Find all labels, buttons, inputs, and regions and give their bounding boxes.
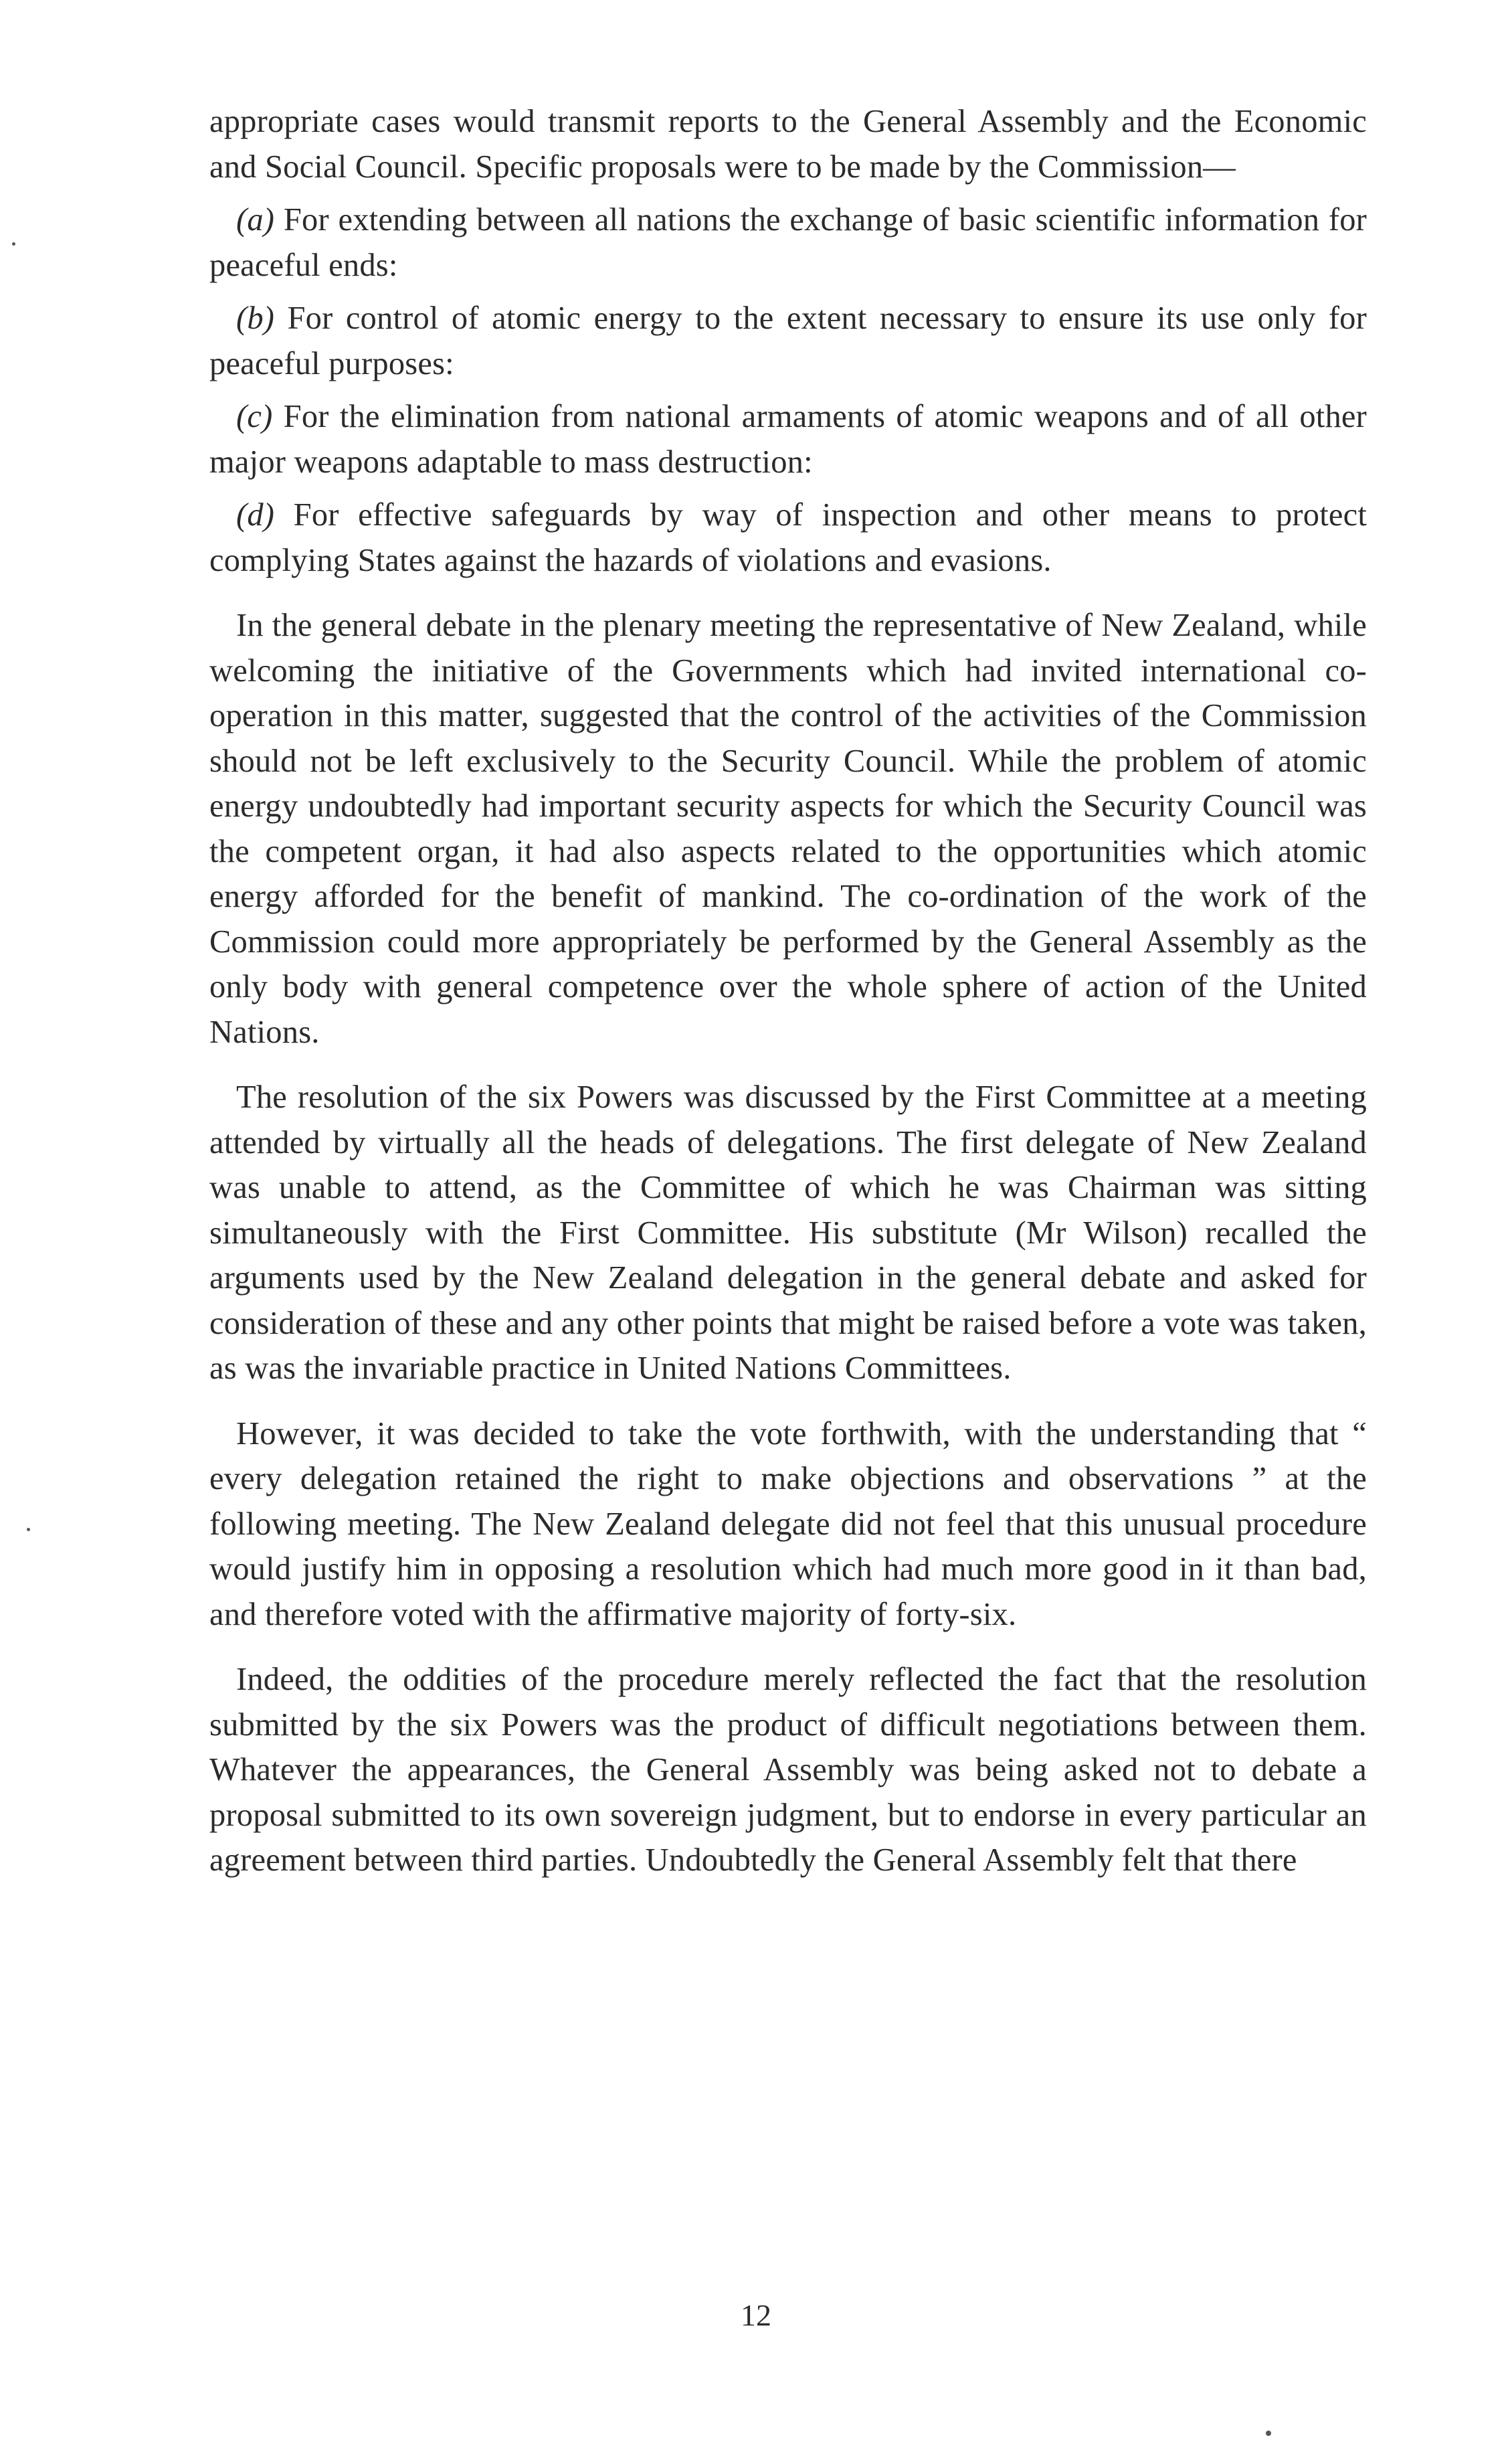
item-label-c: (c) xyxy=(236,399,273,434)
list-item-d xyxy=(209,493,1367,583)
list-item-c xyxy=(209,394,1367,485)
paragraph-first-committee: The resolution of the six Powers was discussed by the First Committee at a meeting attended by virtually all the heads of delegations. The first delegate of New Zealand was unable to attend, as the Committee of which he was Chairman was sitting simultaneously with the First Committee. His substitute (Mr Wilson) recalled the arguments used by the New Zealand delegation in the general debate and asked for consideration of these and any other points that might be raised before a vote was taken, as was the invariable practice in United Nations Committees. xyxy=(209,1079,1367,1386)
item-label-a: (a) xyxy=(236,202,275,238)
page-body xyxy=(209,99,1367,1903)
item-text-d: For effective safeguards by way of inspection and other means to protect complying States against the hazards of violations and evasions. xyxy=(209,497,1367,578)
opening-paragraph: appropriate cases would transmit reports to the General Assembly and the Economic and Social Council. Specific proposals were to be made by the Commission— xyxy=(209,104,1367,185)
paragraph-procedure: Indeed, the oddities of the procedure merely reflected the fact that the resolution submitted by the six Powers was the product of difficult negotiations between them. Whatever the appearances, the General Assembly was being asked not to debate a proposal submitted to its own sovereign judgment, but to endorse in every particular an agreement between third parties. Undoubtedly the General Assembly felt that there xyxy=(209,1662,1367,1878)
list-item-a xyxy=(209,197,1367,288)
margin-speck xyxy=(27,1528,30,1531)
margin-speck xyxy=(1266,2431,1271,2436)
margin-speck xyxy=(12,242,15,246)
item-text-c: For the elimination from national armaments of atomic weapons and of all other major weapons adaptable to mass destruction: xyxy=(209,399,1367,480)
paragraph-general-debate: In the general debate in the plenary meeting the representative of New Zealand, while welcoming the initiative of the Governments which had invited international co-operation in this matter, suggested that the control of the activities of the Commission should not be left exclusively to the Security Council. While the problem of atomic energy undoubtedly had important security aspects for which the Security Council was the competent organ, it had also aspects related to the opportunities which atomic energy afforded for the benefit of mankind. The co-ordination of the work of the Commission could more appropriately be performed by the General Assembly as the only body with general competence over the whole sphere of action of the United Nations. xyxy=(209,608,1367,1050)
list-item-b xyxy=(209,296,1367,386)
item-text-a: For extending between all nations the exchange of basic scientific information for peaceful ends: xyxy=(209,202,1367,283)
paragraph-vote: However, it was decided to take the vote forthwith, with the understanding that “ every delegation retained the right to make objections and observations ” at the following meeting. The New Zealand delegate did not feel that this unusual procedure would justify him in opposing a resolution which had much more good in it than bad, and therefore voted with the affirmative majority of forty-six. xyxy=(209,1415,1367,1632)
page-number: 12 xyxy=(741,2298,771,2332)
item-label-d: (d) xyxy=(236,497,275,533)
item-label-b: (b) xyxy=(236,300,275,336)
item-text-b: For control of atomic energy to the extent necessary to ensure its use only for peaceful purposes: xyxy=(209,300,1367,381)
